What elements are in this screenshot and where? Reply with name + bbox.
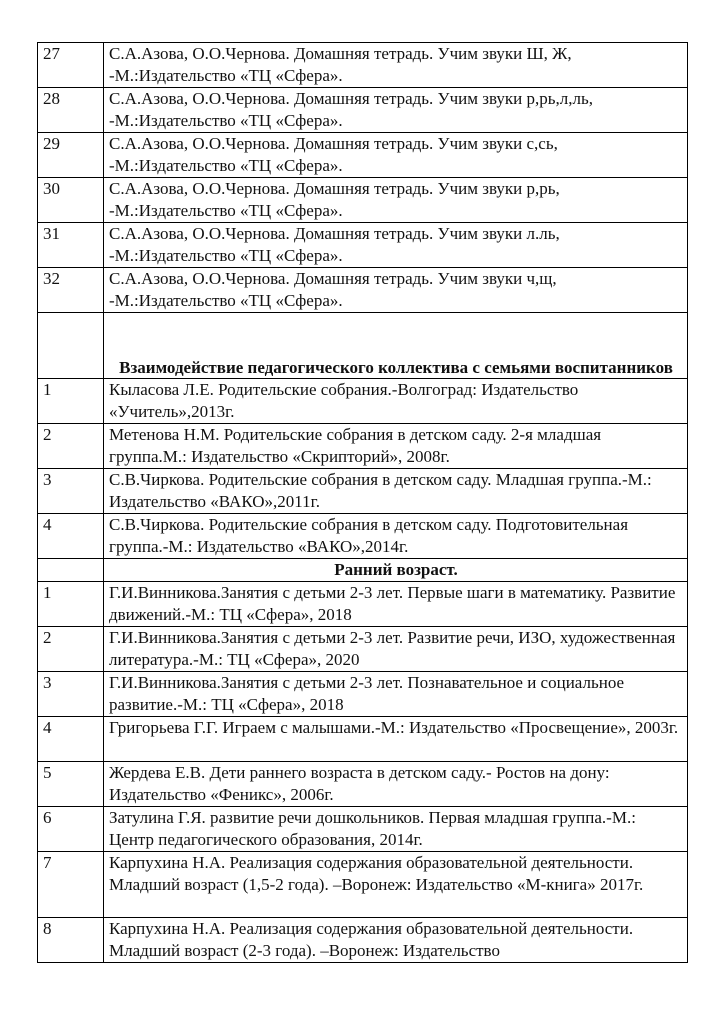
row-entry: Метенова Н.М. Родительские собрания в детском саду. 2-я младшая группа.М.: Издательство «Скрипторий», 2008г. — [104, 424, 688, 469]
row-entry: Затулина Г.Я. развитие речи дошкольников. Первая младшая группа.-М.: Центр педагогического образования, 2014г. — [104, 807, 688, 852]
row-entry: Карпухина Н.А. Реализация содержания образовательной деятельности. Младший возраст (1,5-2 года). –Воронеж: Издательство «М-книга» 2017г. — [104, 852, 688, 918]
row-entry: С.А.Азова, О.О.Чернова. Домашняя тетрадь. Учим звуки ч,щ, -М.:Издательство «ТЦ «Сфера». — [104, 268, 688, 313]
row-entry: Григорьева Г.Г. Играем с малышами.-М.: Издательство «Просвещение», 2003г. — [104, 717, 688, 762]
row-number: 3 — [38, 672, 104, 717]
row-number: 28 — [38, 88, 104, 133]
section-header-row — [38, 559, 688, 582]
table-row — [38, 672, 688, 717]
bibliography-table — [37, 42, 688, 963]
row-number: 7 — [38, 852, 104, 918]
section-header-row — [38, 313, 688, 379]
row-entry: С.В.Чиркова. Родительские собрания в детском саду. Подготовительная группа.-М.: Издательство «ВАКО»,2014г. — [104, 514, 688, 559]
section-title: Взаимодействие педагогического коллектива с семьями воспитанников — [104, 313, 688, 379]
table-row — [38, 223, 688, 268]
row-number: 1 — [38, 379, 104, 424]
table-row — [38, 852, 688, 918]
row-number: 8 — [38, 918, 104, 963]
row-entry: Кыласова Л.Е. Родительские собрания.-Волгоград: Издательство «Учитель»,2013г. — [104, 379, 688, 424]
table-row — [38, 582, 688, 627]
table-row — [38, 762, 688, 807]
row-entry: С.А.Азова, О.О.Чернова. Домашняя тетрадь. Учим звуки р,рь, -М.:Издательство «ТЦ «Сфера». — [104, 178, 688, 223]
table-row — [38, 88, 688, 133]
row-number: 2 — [38, 627, 104, 672]
row-number: 30 — [38, 178, 104, 223]
row-entry: Г.И.Винникова.Занятия с детьми 2-3 лет. Познавательное и социальное развитие.-М.: ТЦ «Сфера», 2018 — [104, 672, 688, 717]
row-number: 29 — [38, 133, 104, 178]
row-number: 1 — [38, 582, 104, 627]
row-number: 6 — [38, 807, 104, 852]
row-entry: С.А.Азова, О.О.Чернова. Домашняя тетрадь. Учим звуки р,рь,л,ль, -М.:Издательство «ТЦ «Сфера». — [104, 88, 688, 133]
row-number: 31 — [38, 223, 104, 268]
row-entry: С.А.Азова, О.О.Чернова. Домашняя тетрадь. Учим звуки Ш, Ж, -М.:Издательство «ТЦ «Сфера». — [104, 43, 688, 88]
row-number: 5 — [38, 762, 104, 807]
table-row — [38, 918, 688, 963]
table-row — [38, 424, 688, 469]
row-entry: Г.И.Винникова.Занятия с детьми 2-3 лет. Развитие речи, ИЗО, художественная литература.-М.: ТЦ «Сфера», 2020 — [104, 627, 688, 672]
row-number: 4 — [38, 717, 104, 762]
row-number: 2 — [38, 424, 104, 469]
row-entry: Карпухина Н.А. Реализация содержания образовательной деятельности. Младший возраст (2-3 года). –Воронеж: Издательство — [104, 918, 688, 963]
row-number: 4 — [38, 514, 104, 559]
row-entry: Г.И.Винникова.Занятия с детьми 2-3 лет. Первые шаги в математику. Развитие движений.-М.: ТЦ «Сфера», 2018 — [104, 582, 688, 627]
table-row — [38, 379, 688, 424]
table-row — [38, 178, 688, 223]
table-row — [38, 469, 688, 514]
table-row — [38, 268, 688, 313]
row-number: 3 — [38, 469, 104, 514]
row-entry: С.А.Азова, О.О.Чернова. Домашняя тетрадь. Учим звуки с,сь, -М.:Издательство «ТЦ «Сфера». — [104, 133, 688, 178]
row-entry: Жердева Е.В. Дети раннего возраста в детском саду.- Ростов на дону: Издательство «Феникс», 2006г. — [104, 762, 688, 807]
row-entry: С.В.Чиркова. Родительские собрания в детском саду. Младшая группа.-М.: Издательство «ВАКО»,2011г. — [104, 469, 688, 514]
table-row — [38, 807, 688, 852]
table-row — [38, 133, 688, 178]
table-row — [38, 43, 688, 88]
row-entry: С.А.Азова, О.О.Чернова. Домашняя тетрадь. Учим звуки л.ль, -М.:Издательство «ТЦ «Сфера». — [104, 223, 688, 268]
section-number-cell — [38, 559, 104, 582]
table-row — [38, 627, 688, 672]
row-number: 27 — [38, 43, 104, 88]
row-number: 32 — [38, 268, 104, 313]
table-row — [38, 514, 688, 559]
section-title: Ранний возраст. — [104, 559, 688, 582]
section-number-cell — [38, 313, 104, 379]
table-row — [38, 717, 688, 762]
